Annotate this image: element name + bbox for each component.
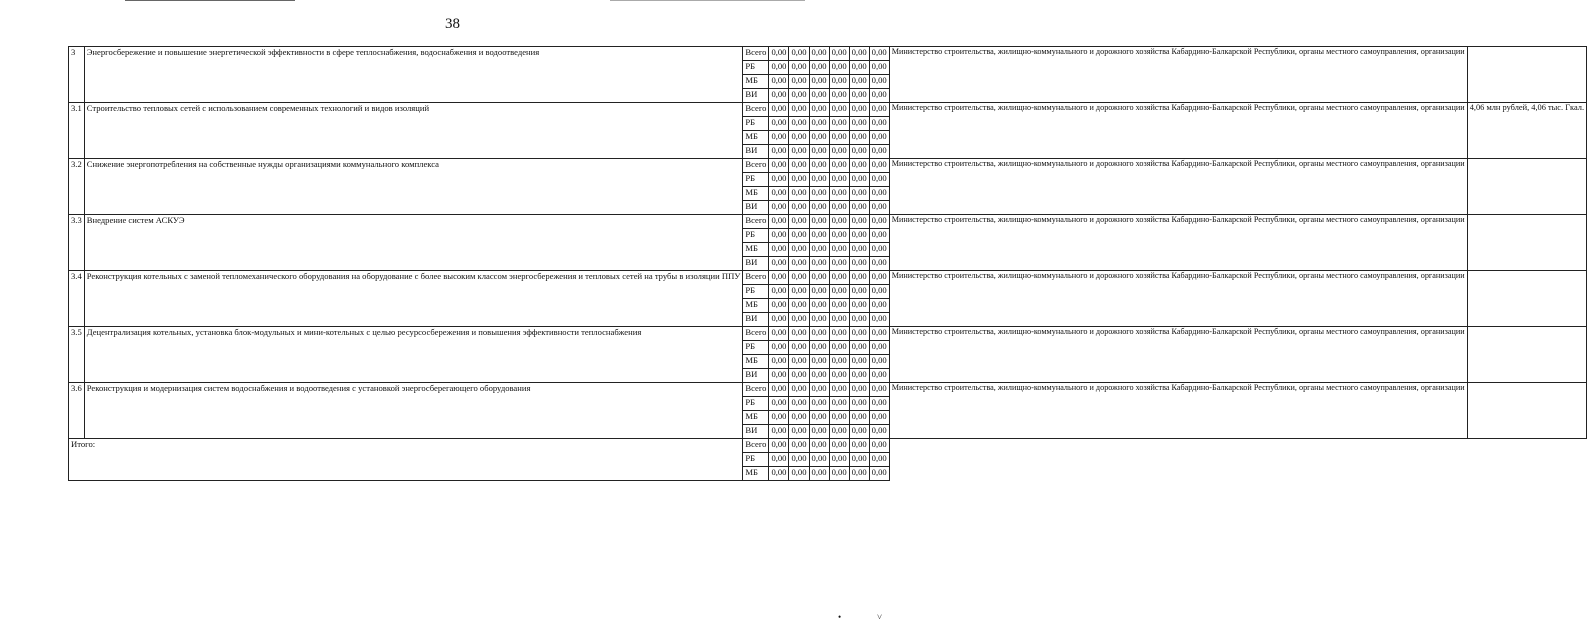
funding-value: 0,00 (789, 313, 809, 327)
funding-value: 0,00 (809, 257, 829, 271)
funding-value: 0,00 (829, 131, 849, 145)
funding-value: 0,00 (849, 467, 869, 481)
funding-value: 0,00 (849, 47, 869, 61)
funding-source: МБ (743, 355, 769, 369)
scan-mark-1: • (838, 612, 842, 622)
funding-value: 0,00 (809, 145, 829, 159)
funding-value: 0,00 (809, 61, 829, 75)
funding-value: 0,00 (869, 159, 889, 173)
funding-value: 0,00 (849, 411, 869, 425)
funding-value: 0,00 (789, 285, 809, 299)
funding-value: 0,00 (869, 425, 889, 439)
funding-value: 0,00 (829, 369, 849, 383)
executor-cell: Министерство строительства, жилищно-коммунального и дорожного хозяйства Кабардино-Балкарской Республики, органы местного самоуправления, организации (889, 271, 1467, 327)
funding-value: 0,00 (829, 285, 849, 299)
section-number: 3 (69, 47, 85, 103)
funding-value: 0,00 (769, 89, 789, 103)
funding-value: 0,00 (789, 257, 809, 271)
funding-value: 0,00 (789, 383, 809, 397)
funding-value: 0,00 (789, 453, 809, 467)
executor-cell: Министерство строительства, жилищно-коммунального и дорожного хозяйства Кабардино-Балкарской Республики, органы местного самоуправления, организации (889, 103, 1467, 159)
funding-value: 0,00 (769, 257, 789, 271)
funding-value: 0,00 (829, 299, 849, 313)
funding-value: 0,00 (769, 425, 789, 439)
funding-value: 0,00 (849, 159, 869, 173)
funding-value: 0,00 (869, 103, 889, 117)
funding-source: ВИ (743, 425, 769, 439)
funding-value: 0,00 (789, 75, 809, 89)
funding-value: 0,00 (869, 397, 889, 411)
funding-value: 0,00 (849, 117, 869, 131)
funding-source: Всего (743, 271, 769, 285)
funding-value: 0,00 (849, 103, 869, 117)
funding-value: 0,00 (769, 327, 789, 341)
funding-source: МБ (743, 75, 769, 89)
funding-value: 0,00 (789, 47, 809, 61)
result-cell (1467, 159, 1586, 215)
funding-value: 0,00 (849, 369, 869, 383)
funding-source: Всего (743, 383, 769, 397)
section-row (69, 159, 1587, 173)
funding-value: 0,00 (809, 327, 829, 341)
funding-value: 0,00 (829, 271, 849, 285)
funding-value: 0,00 (809, 313, 829, 327)
funding-value: 0,00 (849, 75, 869, 89)
funding-value: 0,00 (849, 201, 869, 215)
funding-value: 0,00 (849, 439, 869, 453)
funding-value: 0,00 (809, 117, 829, 131)
funding-value: 0,00 (829, 341, 849, 355)
funding-source: ВИ (743, 369, 769, 383)
executor-cell: Министерство строительства, жилищно-коммунального и дорожного хозяйства Кабардино-Балкарской Республики, органы местного самоуправления, организации (889, 327, 1467, 383)
funding-value: 0,00 (809, 453, 829, 467)
funding-value: 0,00 (809, 173, 829, 187)
funding-value: 0,00 (869, 299, 889, 313)
funding-value: 0,00 (849, 131, 869, 145)
funding-value: 0,00 (789, 89, 809, 103)
funding-source: РБ (743, 117, 769, 131)
funding-value: 0,00 (809, 131, 829, 145)
funding-value: 0,00 (769, 75, 789, 89)
funding-value: 0,00 (789, 201, 809, 215)
funding-value: 0,00 (769, 229, 789, 243)
funding-source: Всего (743, 439, 769, 453)
funding-value: 0,00 (769, 411, 789, 425)
result-cell (1467, 47, 1586, 103)
funding-value: 0,00 (789, 215, 809, 229)
funding-value: 0,00 (769, 397, 789, 411)
executor-cell: Министерство строительства, жилищно-коммунального и дорожного хозяйства Кабардино-Балкарской Республики, органы местного самоуправления, организации (889, 159, 1467, 215)
funding-value: 0,00 (769, 103, 789, 117)
funding-value: 0,00 (789, 117, 809, 131)
funding-source: ВИ (743, 145, 769, 159)
total-row (69, 439, 1587, 453)
funding-value: 0,00 (809, 355, 829, 369)
scan-mark-2: ˅ (877, 612, 883, 622)
funding-value: 0,00 (829, 467, 849, 481)
funding-value: 0,00 (809, 299, 829, 313)
funding-value: 0,00 (849, 173, 869, 187)
funding-value: 0,00 (809, 341, 829, 355)
funding-value: 0,00 (869, 341, 889, 355)
funding-value: 0,00 (869, 327, 889, 341)
section-number: 3.4 (69, 271, 85, 327)
funding-value: 0,00 (809, 89, 829, 103)
section-title: Снижение энергопотребления на собственные нужды организациями коммунального комплекса (84, 159, 743, 215)
section-number: 3.3 (69, 215, 85, 271)
funding-value: 0,00 (769, 439, 789, 453)
funding-value: 0,00 (829, 145, 849, 159)
funding-value: 0,00 (829, 243, 849, 257)
funding-source: ВИ (743, 313, 769, 327)
funding-value: 0,00 (809, 285, 829, 299)
funding-value: 0,00 (849, 341, 869, 355)
section-row (69, 215, 1587, 229)
funding-value: 0,00 (789, 369, 809, 383)
funding-value: 0,00 (869, 439, 889, 453)
funding-value: 0,00 (829, 117, 849, 131)
page-top-line-left (125, 0, 295, 1)
funding-value: 0,00 (829, 47, 849, 61)
result-cell (1467, 383, 1586, 439)
funding-value: 0,00 (769, 467, 789, 481)
program-table (68, 46, 1587, 481)
funding-source: МБ (743, 187, 769, 201)
funding-value: 0,00 (769, 341, 789, 355)
funding-source: РБ (743, 229, 769, 243)
funding-value: 0,00 (869, 229, 889, 243)
funding-source: РБ (743, 61, 769, 75)
funding-value: 0,00 (769, 47, 789, 61)
funding-value: 0,00 (789, 299, 809, 313)
funding-value: 0,00 (769, 453, 789, 467)
funding-source: ВИ (743, 89, 769, 103)
funding-value: 0,00 (869, 173, 889, 187)
funding-value: 0,00 (869, 187, 889, 201)
section-row (69, 47, 1587, 61)
funding-value: 0,00 (829, 89, 849, 103)
funding-value: 0,00 (829, 61, 849, 75)
funding-value: 0,00 (869, 61, 889, 75)
funding-value: 0,00 (829, 313, 849, 327)
funding-value: 0,00 (849, 397, 869, 411)
funding-source: РБ (743, 453, 769, 467)
funding-source: ВИ (743, 257, 769, 271)
section-title: Реконструкция и модернизация систем водоснабжения и водоотведения с установкой энергосберегающего оборудования (84, 383, 743, 439)
result-cell (1467, 215, 1586, 271)
funding-value: 0,00 (769, 355, 789, 369)
page-top-line-right (610, 0, 805, 1)
funding-value: 0,00 (809, 397, 829, 411)
funding-source: МБ (743, 411, 769, 425)
funding-value: 0,00 (829, 411, 849, 425)
funding-value: 0,00 (769, 187, 789, 201)
funding-value: 0,00 (869, 215, 889, 229)
funding-value: 0,00 (869, 411, 889, 425)
funding-value: 0,00 (789, 411, 809, 425)
funding-value: 0,00 (849, 271, 869, 285)
funding-value: 0,00 (809, 215, 829, 229)
funding-value: 0,00 (769, 299, 789, 313)
funding-value: 0,00 (849, 327, 869, 341)
funding-value: 0,00 (849, 229, 869, 243)
funding-value: 0,00 (849, 313, 869, 327)
funding-value: 0,00 (869, 271, 889, 285)
funding-value: 0,00 (789, 159, 809, 173)
funding-value: 0,00 (869, 243, 889, 257)
total-label: Итого: (69, 439, 743, 481)
funding-value: 0,00 (849, 425, 869, 439)
funding-value: 0,00 (769, 369, 789, 383)
funding-value: 0,00 (869, 467, 889, 481)
funding-value: 0,00 (829, 383, 849, 397)
funding-value: 0,00 (789, 243, 809, 257)
executor-cell: Министерство строительства, жилищно-коммунального и дорожного хозяйства Кабардино-Балкарской Республики, органы местного самоуправления, организации (889, 383, 1467, 439)
funding-value: 0,00 (789, 439, 809, 453)
funding-value: 0,00 (789, 327, 809, 341)
funding-value: 0,00 (789, 341, 809, 355)
funding-value: 0,00 (869, 145, 889, 159)
funding-value: 0,00 (829, 439, 849, 453)
funding-value: 0,00 (809, 201, 829, 215)
funding-value: 0,00 (769, 271, 789, 285)
funding-value: 0,00 (869, 117, 889, 131)
funding-value: 0,00 (829, 397, 849, 411)
funding-source: МБ (743, 467, 769, 481)
funding-value: 0,00 (769, 61, 789, 75)
funding-value: 0,00 (809, 425, 829, 439)
funding-value: 0,00 (829, 103, 849, 117)
funding-value: 0,00 (769, 159, 789, 173)
funding-value: 0,00 (869, 369, 889, 383)
funding-value: 0,00 (769, 201, 789, 215)
executor-cell: Министерство строительства, жилищно-коммунального и дорожного хозяйства Кабардино-Балкарской Республики, органы местного самоуправления, организации (889, 47, 1467, 103)
funding-value: 0,00 (769, 145, 789, 159)
funding-value: 0,00 (809, 439, 829, 453)
funding-value: 0,00 (849, 243, 869, 257)
funding-value: 0,00 (849, 453, 869, 467)
funding-value: 0,00 (849, 145, 869, 159)
funding-value: 0,00 (849, 89, 869, 103)
funding-value: 0,00 (849, 299, 869, 313)
funding-value: 0,00 (789, 271, 809, 285)
funding-source: РБ (743, 341, 769, 355)
funding-value: 0,00 (829, 215, 849, 229)
funding-value: 0,00 (849, 285, 869, 299)
funding-value: 0,00 (829, 201, 849, 215)
section-title: Строительство тепловых сетей с использованием современных технологий и видов изоляций (84, 103, 743, 159)
funding-value: 0,00 (849, 61, 869, 75)
section-title: Внедрение систем АСКУЭ (84, 215, 743, 271)
funding-value: 0,00 (829, 453, 849, 467)
funding-value: 0,00 (849, 257, 869, 271)
result-cell: 4,06 млн рублей, 4,06 тыс. Гкал. (1467, 103, 1586, 159)
funding-value: 0,00 (809, 243, 829, 257)
funding-value: 0,00 (809, 411, 829, 425)
funding-value: 0,00 (849, 187, 869, 201)
funding-value: 0,00 (849, 355, 869, 369)
funding-value: 0,00 (789, 103, 809, 117)
funding-source: РБ (743, 173, 769, 187)
funding-value: 0,00 (869, 131, 889, 145)
funding-value: 0,00 (829, 327, 849, 341)
funding-source: Всего (743, 159, 769, 173)
funding-value: 0,00 (809, 383, 829, 397)
funding-source: МБ (743, 131, 769, 145)
section-title: Энергосбережение и повышение энергетической эффективности в сфере теплоснабжения, водоснабжения и водоотведения (84, 47, 743, 103)
funding-value: 0,00 (789, 173, 809, 187)
funding-value: 0,00 (769, 215, 789, 229)
funding-value: 0,00 (809, 75, 829, 89)
funding-value: 0,00 (769, 131, 789, 145)
funding-source: МБ (743, 299, 769, 313)
funding-value: 0,00 (789, 397, 809, 411)
funding-value: 0,00 (869, 75, 889, 89)
funding-value: 0,00 (829, 355, 849, 369)
funding-value: 0,00 (789, 187, 809, 201)
section-row (69, 383, 1587, 397)
funding-source: Всего (743, 103, 769, 117)
funding-value: 0,00 (789, 145, 809, 159)
funding-value: 0,00 (869, 453, 889, 467)
funding-value: 0,00 (869, 257, 889, 271)
funding-value: 0,00 (829, 257, 849, 271)
funding-value: 0,00 (869, 355, 889, 369)
funding-value: 0,00 (829, 159, 849, 173)
section-row (69, 103, 1587, 117)
funding-value: 0,00 (869, 285, 889, 299)
funding-value: 0,00 (789, 425, 809, 439)
funding-value: 0,00 (829, 173, 849, 187)
funding-source: Всего (743, 327, 769, 341)
funding-value: 0,00 (869, 201, 889, 215)
funding-value: 0,00 (869, 47, 889, 61)
section-title: Децентрализация котельных, установка блок-модульных и мини-котельных с целью ресурсосбережения и повышения эффективности теплоснабжения (84, 327, 743, 383)
funding-value: 0,00 (849, 383, 869, 397)
funding-value: 0,00 (769, 117, 789, 131)
funding-value: 0,00 (829, 229, 849, 243)
executor-cell: Министерство строительства, жилищно-коммунального и дорожного хозяйства Кабардино-Балкарской Республики, органы местного самоуправления, организации (889, 215, 1467, 271)
result-cell (1467, 327, 1586, 383)
funding-value: 0,00 (809, 103, 829, 117)
funding-value: 0,00 (809, 369, 829, 383)
section-row (69, 327, 1587, 341)
funding-value: 0,00 (809, 467, 829, 481)
funding-value: 0,00 (809, 271, 829, 285)
funding-source: Всего (743, 47, 769, 61)
funding-value: 0,00 (869, 313, 889, 327)
section-number: 3.1 (69, 103, 85, 159)
funding-value: 0,00 (869, 89, 889, 103)
funding-value: 0,00 (829, 75, 849, 89)
funding-source: РБ (743, 397, 769, 411)
funding-source: Всего (743, 215, 769, 229)
funding-value: 0,00 (789, 131, 809, 145)
funding-value: 0,00 (769, 173, 789, 187)
funding-value: 0,00 (829, 425, 849, 439)
funding-value: 0,00 (769, 383, 789, 397)
funding-value: 0,00 (809, 229, 829, 243)
funding-source: ВИ (743, 201, 769, 215)
funding-value: 0,00 (789, 229, 809, 243)
funding-value: 0,00 (769, 243, 789, 257)
section-number: 3.6 (69, 383, 85, 439)
page-number: 38 (445, 16, 460, 32)
funding-value: 0,00 (769, 313, 789, 327)
funding-value: 0,00 (789, 355, 809, 369)
funding-value: 0,00 (789, 61, 809, 75)
funding-value: 0,00 (789, 467, 809, 481)
funding-value: 0,00 (809, 47, 829, 61)
funding-value: 0,00 (769, 285, 789, 299)
funding-value: 0,00 (809, 187, 829, 201)
section-number: 3.2 (69, 159, 85, 215)
funding-value: 0,00 (849, 215, 869, 229)
funding-value: 0,00 (869, 383, 889, 397)
section-number: 3.5 (69, 327, 85, 383)
funding-value: 0,00 (809, 159, 829, 173)
result-cell (1467, 271, 1586, 327)
funding-value: 0,00 (829, 187, 849, 201)
section-title: Реконструкция котельных с заменой тепломеханического оборудования на оборудование с более высоким классом энергосбережения и тепловых сетей на трубы в изоляции ППУ (84, 271, 743, 327)
section-row (69, 271, 1587, 285)
funding-source: РБ (743, 285, 769, 299)
funding-source: МБ (743, 243, 769, 257)
